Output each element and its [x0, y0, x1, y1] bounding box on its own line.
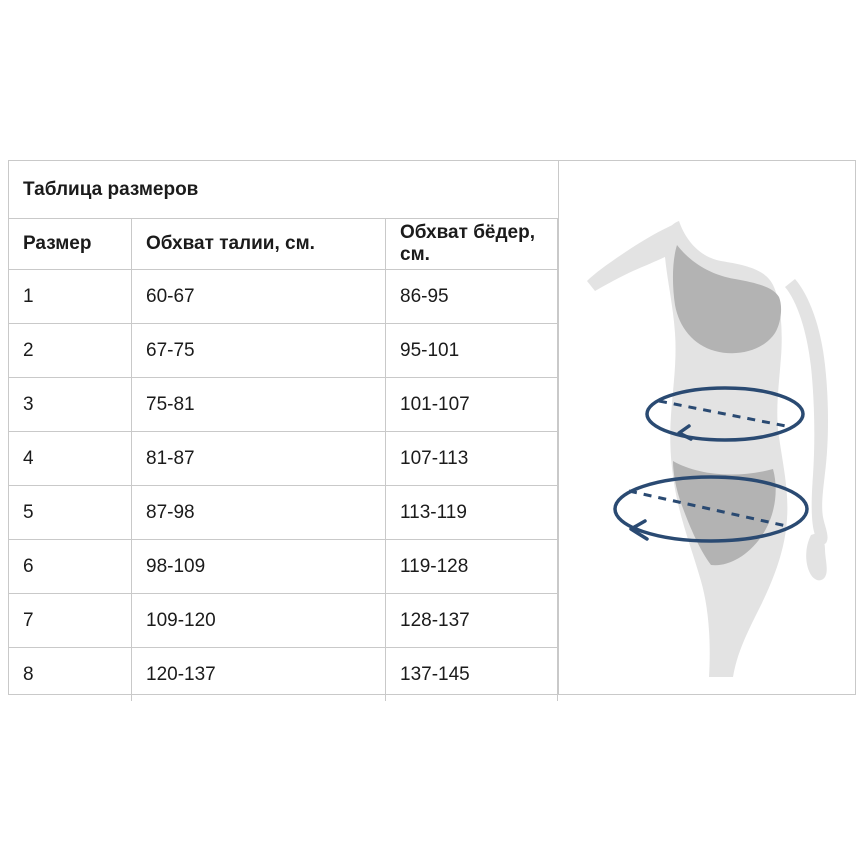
cell-size: 8 [9, 648, 132, 702]
table-row [9, 270, 558, 324]
cell-size: 3 [9, 378, 132, 432]
page-title: Таблица размеров [9, 161, 558, 219]
cell-hips: 119-128 [386, 540, 558, 594]
cell-waist: 75-81 [132, 378, 386, 432]
size-table [9, 219, 558, 701]
female-torso-measurement-illustration [559, 161, 856, 695]
cell-waist: 87-98 [132, 486, 386, 540]
column-header-waist: Обхват талии, см. [132, 219, 386, 270]
table-row [9, 378, 558, 432]
cell-size: 5 [9, 486, 132, 540]
table-header-row [9, 219, 558, 270]
cell-hips: 86-95 [386, 270, 558, 324]
table-row [9, 648, 558, 702]
table-row [9, 594, 558, 648]
size-table-panel [8, 160, 558, 695]
cell-size: 1 [9, 270, 132, 324]
cell-waist: 120-137 [132, 648, 386, 702]
cell-hips: 128-137 [386, 594, 558, 648]
cell-hips: 137-145 [386, 648, 558, 702]
column-header-hips: Обхват бёдер, см. [386, 219, 558, 270]
cell-waist: 67-75 [132, 324, 386, 378]
table-row [9, 324, 558, 378]
cell-size: 2 [9, 324, 132, 378]
cell-hips: 101-107 [386, 378, 558, 432]
column-header-size: Размер [9, 219, 132, 270]
cell-waist: 81-87 [132, 432, 386, 486]
cell-hips: 107-113 [386, 432, 558, 486]
cell-size: 7 [9, 594, 132, 648]
cell-size: 4 [9, 432, 132, 486]
table-row [9, 486, 558, 540]
size-chart [8, 160, 856, 695]
figure-panel [558, 160, 856, 695]
cell-hips: 113-119 [386, 486, 558, 540]
cell-waist: 98-109 [132, 540, 386, 594]
cell-waist: 109-120 [132, 594, 386, 648]
cell-size: 6 [9, 540, 132, 594]
table-row [9, 432, 558, 486]
cell-waist: 60-67 [132, 270, 386, 324]
table-row [9, 540, 558, 594]
cell-hips: 95-101 [386, 324, 558, 378]
